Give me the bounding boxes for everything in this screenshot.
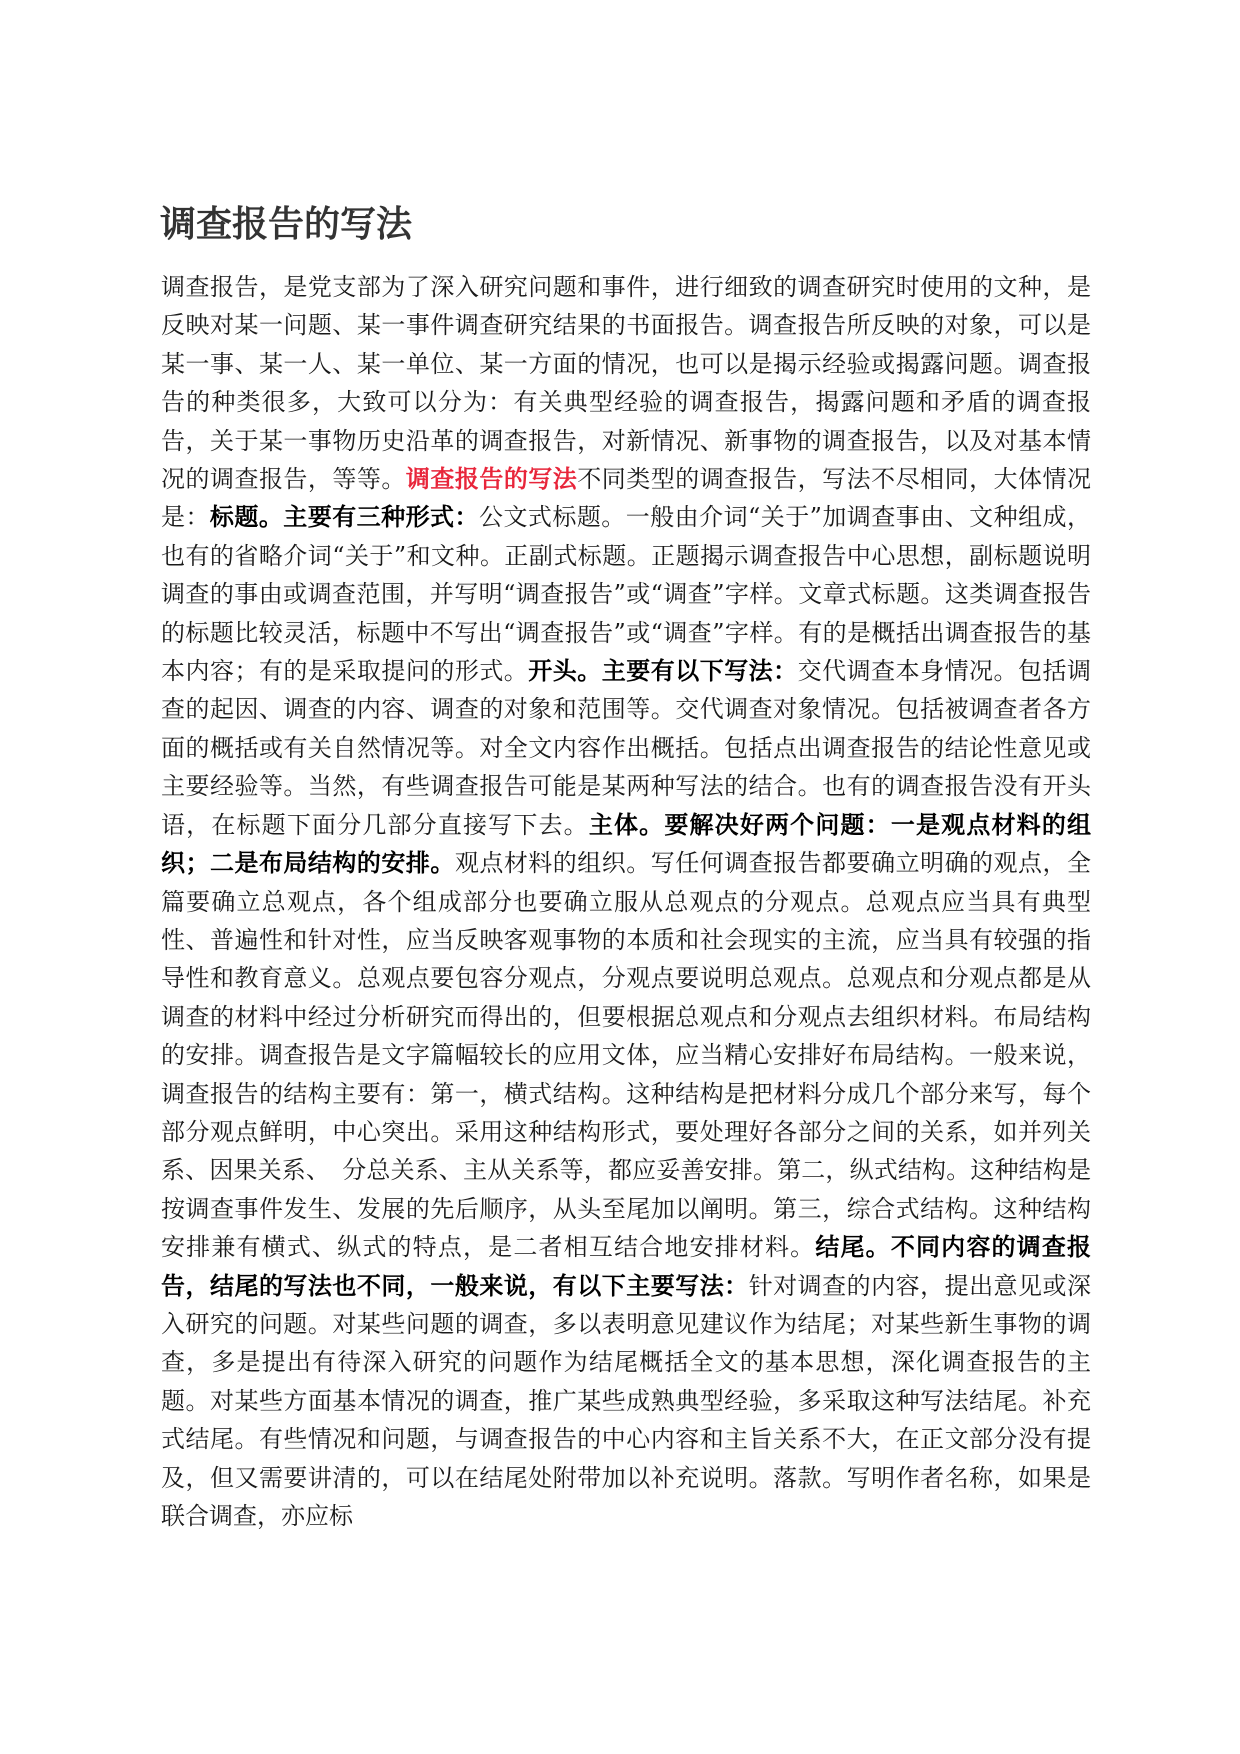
document-title: 调查报告的写法 xyxy=(160,204,413,245)
document-body xyxy=(161,268,1091,1535)
body-text-ending: 针对调查的内容，提出意见或深入研究的问题。对某些问题的调查，多以表明意见建议作为结尾；对某些新生事物的调查，多是提出有待深入研究的问题作为结尾概括全文的基本思想，深化调查报告的主题。对某些方面基本情况的调查，推广某些成熟典型经验，多采取这种写法结尾。补充式结尾。有些情况和问题，与调查报告的中心内容和主旨关系不大，在正文部分没有提及，但又需要讲清的，可以在结尾处附带加以补充说明。落款。写明作者名称，如果是联合调查，亦应标 xyxy=(161,1271,1092,1530)
section-heading-title: 标题。主要有三种形式： xyxy=(209,502,479,532)
body-text-main-body: 观点材料的组织。写任何调查报告都要确立明确的观点，全篇要确立总观点，各个组成部分也要确立服从总观点的分观点。总观点应当具有典型性、普遍性和针对性，应当反映客观事物的本质和社会现实的主流，应当具有较强的指导性和教育意义。总观点要包容分观点，分观点要说明总观点。总观点和分观点都是从调查的材料中经过分析研究而得出的，但要根据总观点和分观点去组织材料。布局结构的安排。调查报告是文字篇幅较长的应用文体，应当精心安排好布局结构。一般来说，调查报告的结构主要有：第一，横式结构。这种结构是把材料分成几个部分来写，每个部分观点鲜明，中心突出。采用这种结构形式，要处理好各部分之间的关系，如并列关系、因果关系、 分总关系、主从关系等，都应妥善安排。第二，纵式结构。这种结构是按调查事件发生、发展的先后顺序，从头至尾加以阐明。第三，综合式结构。这种结构安排兼有横式、纵式的特点，是二者相互结合地安排材料。 xyxy=(161,849,1092,1262)
body-text-title-forms: 公文式标题。一般由介词“关于”加调查事由、文种组成，也有的省略介词“关于”和文种。正副式标题。正题揭示调查报告中心思想，副标题说明调查的事由或调查范围，并写明“调查报告”或“调查”字样。文章式标题。这类调查报告的标题比较灵活，标题中不写出“调查报告”或“调查”字样。有的是概括出调查报告的基本内容；有的是采取提问的形式。 xyxy=(161,503,1092,686)
highlighted-keyword: 调查报告的写法 xyxy=(405,464,578,494)
body-paragraph-intro: 调查报告，是党支部为了深入研究问题和事件，进行细致的调查研究时使用的文种，是反映对某一问题、某一事件调查研究结果的书面报告。调查报告所反映的对象，可以是某一事、某一人、某一单位、某一方面的情况，也可以是揭示经验或揭露问题。调查报告的种类很多，大致可以分为：有关典型经验的调查报告，揭露问题和矛盾的调查报告，关于某一事物历史沿革的调查报告，对新情况、新事物的调查报告，以及对基本情况的调查报告，等等。 xyxy=(161,273,1091,494)
section-heading-main-body: 主体。要解决好两个问题：一是观点材料的组织；二是布局结构的安排。 xyxy=(161,809,1092,878)
section-heading-opening: 开头。主要有以下写法： xyxy=(528,656,798,686)
body-text-opening-methods: 交代调查本身情况。包括调查的起因、调查的内容、调查的对象和范围等。交代调查对象情况。包括被调查者各方面的概括或有关自然情况等。对全文内容作出概括。包括点出调查报告的结论性意见或主要经验等。当然，有些调查报告可能是某两种写法的结合。也有的调查报告没有开头语，在标题下面分几部分直接写下去。 xyxy=(161,657,1092,839)
body-text-overview: 不同类型的调查报告，写法不尽相同，大体情况是： xyxy=(161,465,1092,532)
section-heading-ending: 结尾。不同内容的调查报告，结尾的写法也不同，一般来说，有以下主要写法： xyxy=(161,1232,1092,1300)
